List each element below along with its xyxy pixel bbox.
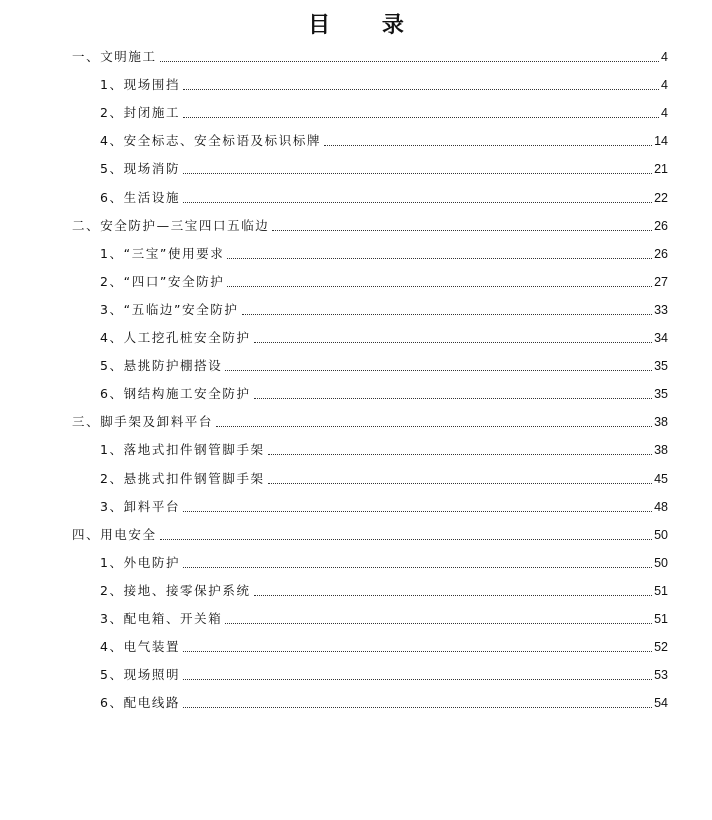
dot-leader — [268, 454, 652, 455]
toc-entry-page-number: 50 — [654, 527, 668, 542]
toc-entry[interactable] — [100, 356, 668, 376]
toc-entry-label: 二、安全防护—三宝四口五临边 — [72, 217, 270, 233]
toc-entry[interactable] — [100, 693, 668, 713]
toc-entry[interactable] — [72, 525, 668, 545]
toc-entry[interactable] — [100, 328, 668, 348]
dot-leader — [183, 117, 659, 118]
dot-leader — [183, 679, 652, 680]
toc-entry[interactable] — [100, 272, 668, 292]
toc-entry-label: 2、“四口”安全防护 — [100, 273, 225, 289]
dot-leader — [183, 567, 652, 568]
toc-entry-page-number: 26 — [654, 218, 668, 233]
toc-entry[interactable] — [100, 637, 668, 657]
toc-entry-page-number: 50 — [654, 555, 668, 570]
toc-entry-page-number: 54 — [654, 696, 668, 711]
toc-entry-page-number: 52 — [654, 640, 668, 655]
toc-entry[interactable] — [100, 609, 668, 629]
toc-entry[interactable] — [100, 553, 668, 573]
toc-entry-label: 四、用电安全 — [72, 526, 157, 542]
dot-leader — [183, 89, 659, 90]
toc-entry[interactable] — [100, 188, 668, 208]
toc-entry-page-number: 4 — [661, 78, 668, 93]
toc-entry-label: 3、卸料平台 — [100, 498, 181, 514]
dot-leader — [272, 230, 652, 231]
dot-leader — [324, 145, 652, 146]
toc-entry[interactable] — [100, 581, 668, 601]
toc-entry-page-number: 38 — [654, 415, 668, 430]
toc-entry-page-number: 53 — [654, 668, 668, 683]
toc-entry-page-number: 38 — [654, 443, 668, 458]
toc-entry[interactable] — [72, 47, 668, 67]
dot-leader — [254, 398, 653, 399]
dot-leader — [242, 314, 653, 315]
toc-entry-label: 6、钢结构施工安全防护 — [100, 386, 251, 402]
toc-entry-label: 2、接地、接零保护系统 — [100, 582, 251, 598]
dot-leader — [160, 539, 652, 540]
toc-entry-page-number: 48 — [654, 499, 668, 514]
dot-leader — [216, 426, 652, 427]
toc-entry-page-number: 45 — [654, 471, 668, 486]
toc-entry-label: 1、落地式扣件钢管脚手架 — [100, 442, 265, 458]
toc-entry-label: 一、文明施工 — [72, 49, 157, 64]
toc-entry-label: 5、悬挑防护棚搭设 — [100, 358, 223, 374]
toc-entry-page-number: 4 — [661, 50, 668, 64]
toc-entry-page-number: 51 — [654, 583, 668, 598]
toc-entry[interactable] — [100, 665, 668, 685]
toc-entry-page-number: 33 — [654, 302, 668, 317]
dot-leader — [183, 707, 652, 708]
toc-entry-label: 5、现场消防 — [100, 161, 181, 177]
toc-entry-label: 1、外电防护 — [100, 554, 181, 570]
toc-entry[interactable] — [100, 131, 668, 151]
toc-entry-page-number: 14 — [654, 134, 668, 149]
toc-entry[interactable] — [100, 384, 668, 404]
dot-leader — [183, 173, 652, 174]
toc-entry[interactable] — [100, 159, 668, 179]
toc-entry-page-number: 35 — [654, 359, 668, 374]
toc-entry-page-number: 21 — [654, 162, 668, 177]
dot-leader — [160, 61, 659, 62]
dot-leader — [183, 511, 652, 512]
toc-entry-label: 4、电气装置 — [100, 639, 181, 655]
toc-entry-label: 6、生活设施 — [100, 189, 181, 205]
toc-entry[interactable] — [100, 300, 668, 320]
toc-entry-page-number: 4 — [661, 106, 668, 121]
dot-leader — [225, 623, 652, 624]
page-title: 目 录 — [308, 12, 426, 38]
toc-entry[interactable] — [100, 440, 668, 460]
dot-leader — [254, 342, 653, 343]
dot-leader — [183, 202, 652, 203]
toc-entry-label: 3、配电箱、开关箱 — [100, 611, 223, 626]
toc-entry-label: 三、脚手架及卸料平台 — [72, 414, 214, 430]
toc-entry[interactable] — [100, 75, 668, 95]
toc-entry-label: 2、封闭施工 — [100, 105, 181, 121]
toc-entry-page-number: 26 — [654, 246, 668, 261]
toc-entry-page-number: 51 — [654, 612, 668, 626]
toc-entry[interactable] — [100, 103, 668, 123]
dot-leader — [268, 483, 652, 484]
toc-entry-label: 4、安全标志、安全标语及标识标牌 — [100, 133, 322, 149]
toc-entry-page-number: 35 — [654, 387, 668, 402]
toc-entry-label: 1、“三宝”使用要求 — [100, 245, 225, 261]
toc-entry[interactable] — [100, 497, 668, 517]
toc-entry[interactable] — [100, 469, 668, 489]
toc-entry-page-number: 27 — [654, 274, 668, 289]
toc-entry[interactable] — [72, 216, 668, 236]
toc-entry-page-number: 22 — [654, 190, 668, 205]
toc-entry-label: 1、现场围挡 — [100, 77, 181, 93]
dot-leader — [183, 651, 652, 652]
toc-entry[interactable] — [72, 412, 668, 432]
dot-leader — [254, 595, 653, 596]
toc-entry-label: 5、现场照明 — [100, 667, 181, 683]
toc-entry-label: 4、人工挖孔桩安全防护 — [100, 330, 251, 345]
dot-leader — [225, 370, 652, 371]
toc-entry[interactable] — [100, 244, 668, 264]
toc-entry-label: 3、“五临边”安全防护 — [100, 301, 239, 317]
dot-leader — [227, 258, 652, 259]
toc-entry-label: 2、悬挑式扣件钢管脚手架 — [100, 470, 265, 486]
dot-leader — [227, 286, 652, 287]
toc-entry-page-number: 34 — [654, 331, 668, 345]
toc-entry-label: 6、配电线路 — [100, 695, 181, 711]
